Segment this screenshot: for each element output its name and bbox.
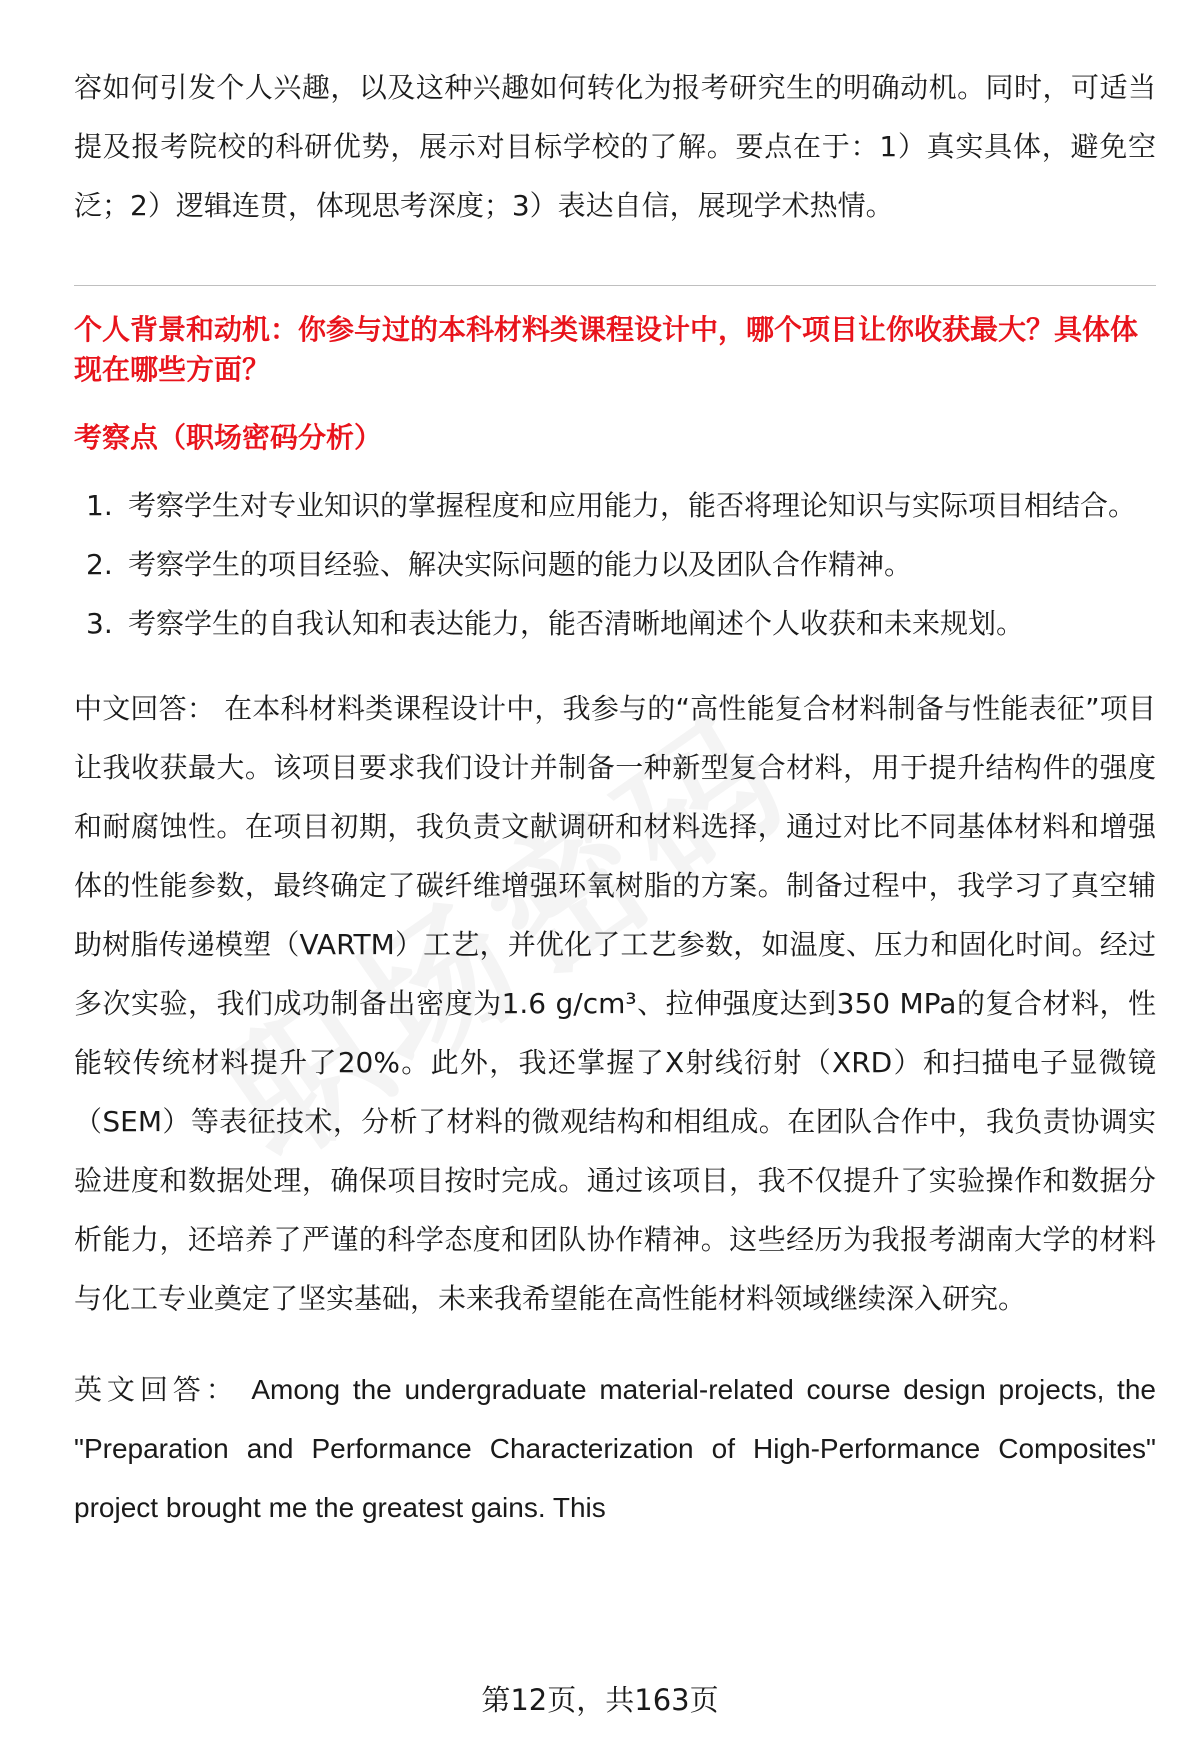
exam-point-number: 2. (86, 548, 113, 581)
interview-question: 个人背景和动机：你参与过的本科材料类课程设计中，哪个项目让你收获最大？具体体现在哪些方面？ (74, 313, 1139, 386)
exam-point-text: 考察学生的项目经验、解决实际问题的能力以及团队合作精神。 (128, 548, 913, 581)
exam-point-number: 1. (86, 489, 113, 522)
answer-english: 英文回答： Among the undergraduate material-related course design projects, the "Preparation and Performance Characterization of High-Performance Composites" project brought me the greatest gains. This (74, 1374, 1156, 1523)
answer-chinese: 中文回答： 在本科材料类课程设计中，我参与的“高性能复合材料制备与性能表征”项目让我收获最大。该项目要求我们设计并制备一种新型复合材料，用于提升结构件的强度和耐腐蚀性。在项目初期，我负责文献调研和材料选择，通过对比不同基体材料和增强体的性能参数，最终确定了碳纤维增强环氧树脂的方案。制备过程中，我学习了真空辅助树脂传递模塑（VARTM）工艺，并优化了工艺参数，如温度、压力和固化时间。经过多次实验，我们成功制备出密度为1.6 g/cm³、拉伸强度达到350 MPa的复合材料，性能较传统材料提升了20%。此外，我还掌握了X射线衍射（XRD）和扫描电子显微镜（SEM）等表征技术，分析了材料的微观结构和相组成。在团队合作中，我负责协调实验进度和数据处理，确保项目按时完成。通过该项目，我不仅提升了实验操作和数据分析能力，还培养了严谨的科学态度和团队协作精神。这些经历为我报考湖南大学的材料与化工专业奠定了坚实基础，未来我希望能在高性能材料领域继续深入研究。 (74, 692, 1156, 1315)
exam-point-number: 3. (86, 607, 113, 640)
section-divider (74, 285, 1156, 286)
exam-points-list (74, 476, 1156, 653)
exam-point-item (74, 535, 1156, 594)
exam-points-title: 考察点（职场密码分析） (74, 421, 383, 454)
exam-point-text: 考察学生对专业知识的掌握程度和应用能力，能否将理论知识与实际项目相结合。 (128, 489, 1137, 522)
intro-paragraph: 容如何引发个人兴趣，以及这种兴趣如何转化为报考研究生的明确动机。同时，可适当提及报考院校的科研优势，展示对目标学校的了解。要点在于：1）真实具体，避免空泛；2）逻辑连贯，体现思考深度；3）表达自信，展现学术热情。 (74, 71, 1156, 222)
exam-point-text: 考察学生的自我认知和表达能力，能否清晰地阐述个人收获和未来规划。 (128, 607, 1025, 640)
exam-point-item (74, 476, 1156, 535)
page-content (74, 58, 1156, 1537)
exam-point-item (74, 594, 1156, 653)
page-footer: 第12页，共163页 (481, 1683, 719, 1717)
